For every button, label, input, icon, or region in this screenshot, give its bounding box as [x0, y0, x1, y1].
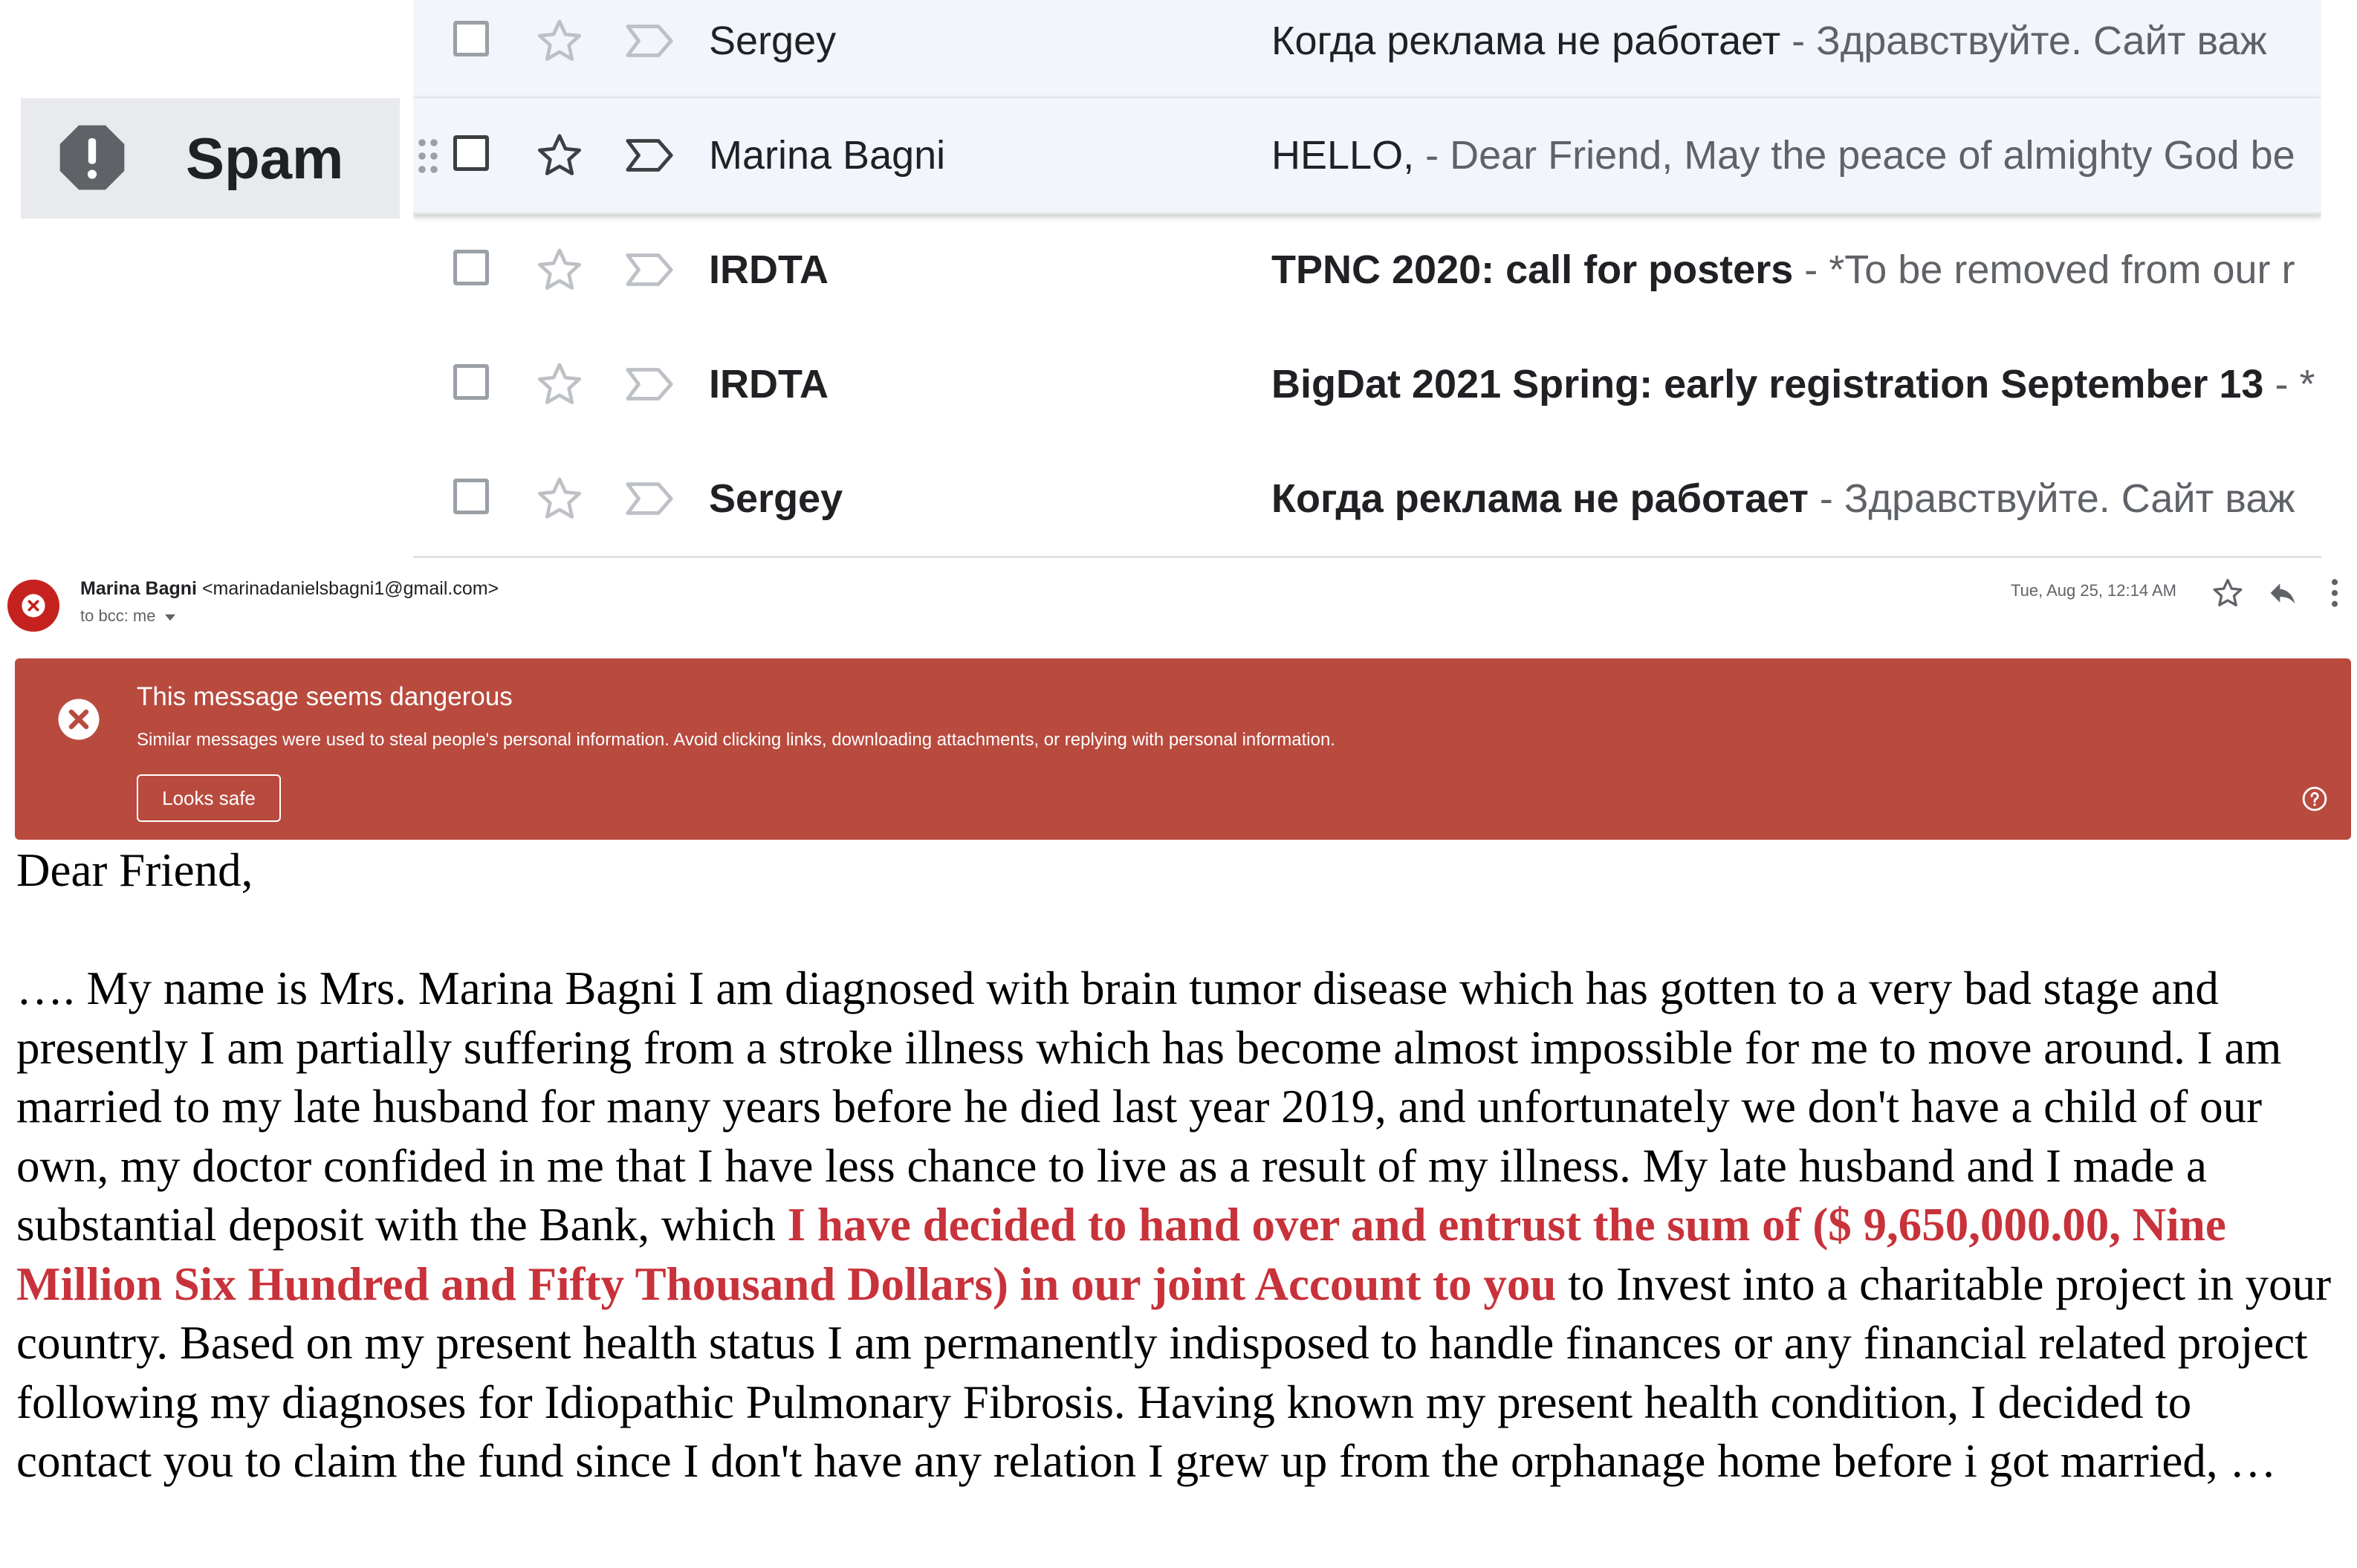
message-subject-line — [1271, 98, 2321, 213]
message-row[interactable] — [413, 0, 2321, 100]
body-text-part2: to Invest into a charitable project in your country. Based on my present health status I am permanently indisposed to handle finances or any financial related project following my diagnoses for Idiopathic Pulmonary Fibrosis. Having known my present health condition, I decided to contact you to claim the fund since I don't have any relation I grew up from the orphanage home before i got married, … — [16, 1257, 2332, 1487]
message-snippet: - *To be removed from our r — [1793, 247, 2295, 292]
drag-handle-icon[interactable] — [418, 138, 438, 174]
message-snippet: - Здравствуйте. Сайт важ — [1780, 19, 2267, 63]
star-icon[interactable] — [2211, 577, 2244, 609]
message-subject-line — [1271, 213, 2321, 327]
message-list — [413, 0, 2321, 565]
important-marker-icon[interactable] — [624, 22, 675, 59]
important-marker-icon[interactable] — [624, 137, 675, 174]
avatar — [7, 580, 59, 632]
body-paragraph — [16, 959, 2335, 1491]
important-marker-icon[interactable] — [624, 480, 675, 517]
message-sender: Marina Bagni — [709, 133, 946, 178]
close-circle-icon — [56, 697, 101, 742]
body-text-part1: …. My name is Mrs. Marina Bagni I am diagnosed with brain tumor disease which has gotten to a very bad stage and presently I am partially suffering from a stroke illness which has become almost impossible for me to move around. I am married to my late husband for many years before he died last year 2019, and unfortunately we don't have a child of our own, my doctor confided in me that I have less chance to live as a result of my illness. My late husband and I made a substantial deposit with the Bank, which — [16, 962, 2282, 1251]
message-sender: Sergey — [709, 476, 843, 521]
star-icon[interactable] — [535, 16, 584, 65]
message-subject: TPNC 2020: call for posters — [1271, 247, 1794, 292]
message-snippet: - Здравствуйте. Сайт важ — [1808, 476, 2295, 521]
star-icon[interactable] — [535, 474, 584, 523]
message-sender: IRDTA — [709, 247, 829, 292]
select-checkbox[interactable] — [453, 250, 489, 285]
message-snippet: - * — [2263, 362, 2315, 406]
important-marker-icon[interactable] — [624, 251, 675, 288]
message-row[interactable] — [413, 441, 2321, 558]
message-body — [16, 841, 2335, 1491]
recipient-label: to bcc: me — [80, 606, 156, 625]
warning-title: This message seems dangerous — [137, 682, 513, 711]
salutation: Dear Friend, — [16, 844, 253, 896]
help-icon[interactable] — [2302, 786, 2327, 811]
sidebar-item-spam[interactable] — [21, 98, 400, 218]
select-checkbox[interactable] — [453, 479, 489, 514]
recipient-line[interactable] — [80, 606, 175, 626]
important-marker-icon[interactable] — [624, 366, 675, 403]
reply-icon[interactable] — [2266, 578, 2299, 608]
message-subject: Когда реклама не работает — [1271, 476, 1809, 521]
chevron-down-icon[interactable] — [165, 614, 175, 621]
message-subject: Когда реклама не работает — [1271, 19, 1781, 63]
message-snippet: - Dear Friend, May the peace of almighty God be — [1414, 133, 2295, 178]
star-icon[interactable] — [535, 131, 584, 180]
sidebar-item-label: Spam — [186, 126, 344, 191]
message-subject: BigDat 2021 Spring: early registration September 13 — [1271, 362, 2264, 406]
star-icon[interactable] — [535, 360, 584, 409]
sender-name: Marina Bagni — [80, 578, 197, 599]
message-row[interactable] — [413, 327, 2321, 444]
sender-line — [80, 578, 499, 600]
message-subject-line — [1271, 441, 2321, 556]
message-subject-line — [1271, 327, 2321, 441]
message-subject-line — [1271, 0, 2321, 98]
message-date: Tue, Aug 25, 12:14 AM — [2011, 581, 2177, 600]
message-subject: HELLO, — [1271, 133, 1415, 178]
select-checkbox[interactable] — [453, 364, 489, 400]
looks-safe-button[interactable]: Looks safe — [137, 774, 281, 822]
exclamation-circle-icon — [54, 119, 131, 196]
warning-description: Similar messages were used to steal people's personal information. Avoid clicking links, downloading attachments, or replying with personal information. — [137, 730, 1335, 750]
close-circle-icon — [21, 593, 46, 618]
message-sender: IRDTA — [709, 362, 829, 406]
highlighted-text: I have decided to hand over and entrust the sum of ($ 9,650,000.00, Nine Million Six Hundred and Fifty Thousand Dollars) in our joint Account to you — [16, 1199, 2226, 1310]
select-checkbox[interactable] — [453, 135, 489, 171]
danger-warning-banner — [15, 658, 2351, 840]
star-icon[interactable] — [535, 245, 584, 294]
sender-email: <marinadanielsbagni1@gmail.com> — [201, 578, 499, 599]
message-sender: Sergey — [709, 19, 837, 63]
message-row[interactable] — [413, 213, 2321, 329]
more-vert-icon[interactable] — [2329, 577, 2341, 609]
select-checkbox[interactable] — [453, 21, 489, 56]
message-row[interactable] — [413, 98, 2321, 215]
